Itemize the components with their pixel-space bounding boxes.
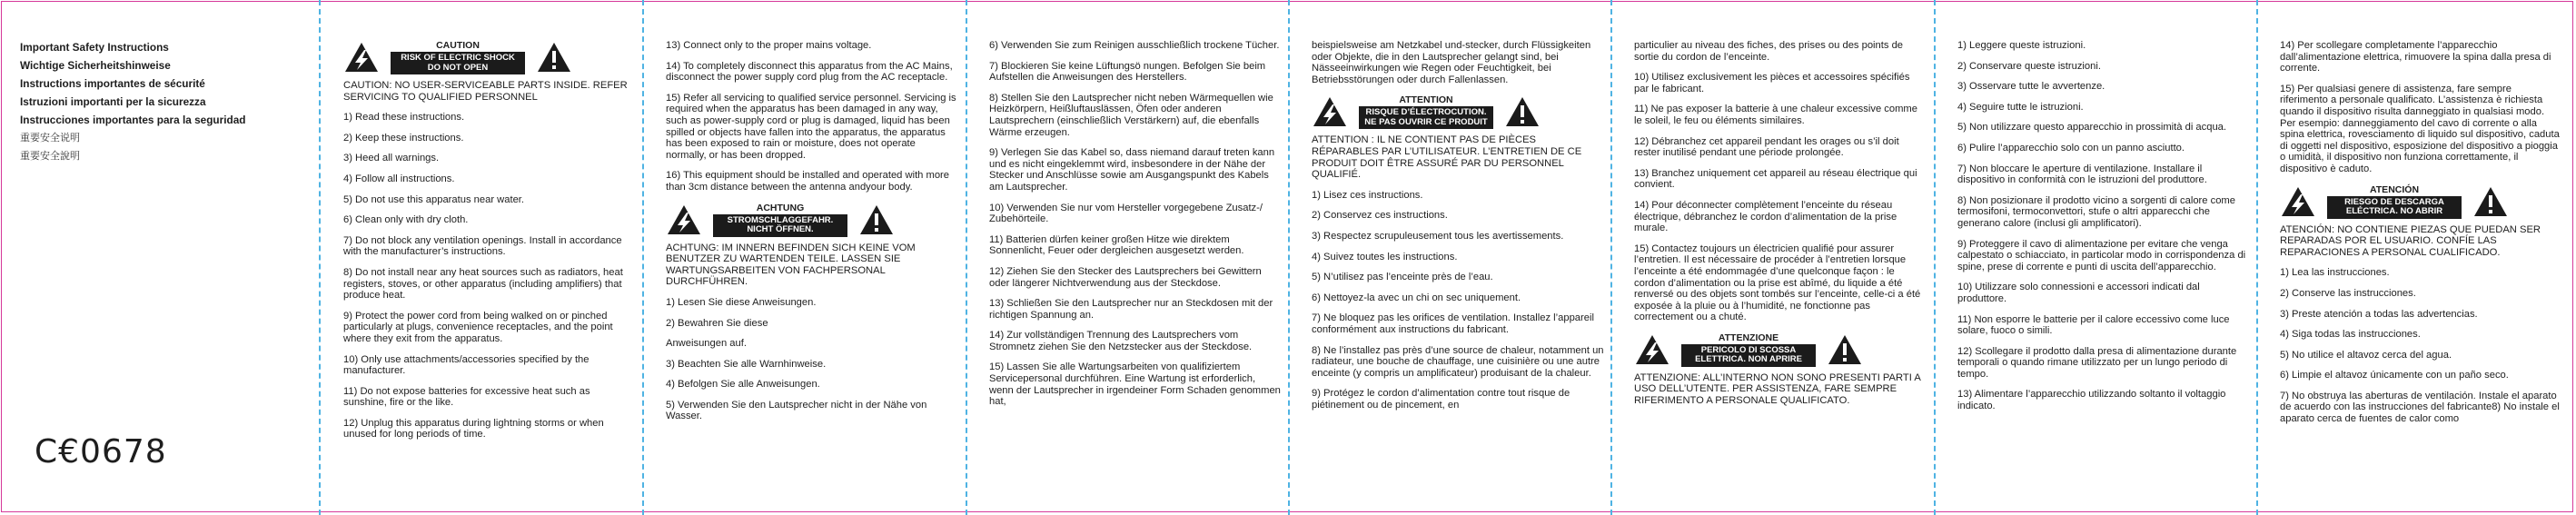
ce-mark: C€0678	[35, 433, 167, 470]
instruction-item: 11) Do not expose batteries for excessive heat such as sunshine, fire or the like.	[343, 385, 590, 409]
panel-it-es	[2280, 40, 2561, 512]
instruction-item: 6) Limpie el altavoz únicamente con un paño seco.	[2280, 370, 2509, 381]
exclamation-warning-icon	[1827, 333, 1863, 366]
instruction-item: 1) Lea las instrucciones.	[2280, 267, 2390, 279]
instruction-item: 10) Utilizzare solo connessioni e accessori indicati dal produttore.	[1957, 282, 2200, 304]
caution-text: ATTENTION : IL NE CONTIENT PAS DE PIÈCES RÉPARABLES PAR L’UTILISATEUR. L’ENTRETIEN DE CE PRODUIT DOIT ÊTRE ASSURÉ PAR DU PERSONNEL QUALIFIÉ.	[1312, 134, 1582, 181]
instruction-item: 4) Seguire tutte le istruzioni.	[1957, 101, 2084, 113]
instruction-item: 13) Schließen Sie den Lautsprecher nur an Steckdosen mit der richtigen Spannung an.	[989, 298, 1273, 321]
panel-it	[1957, 40, 2250, 512]
caution-block	[1634, 332, 1927, 367]
instruction-item: 10) Only use attachments/accessories specified by the manufacturer.	[343, 353, 590, 377]
caution-title: CAUTION	[436, 40, 480, 51]
lightning-warning-icon	[666, 203, 702, 236]
instruction-item: 7) Do not block any ventilation openings. Install in accordance with the manufacturer’s instructions.	[343, 234, 622, 258]
exclamation-warning-icon	[1504, 95, 1541, 128]
instruction-item: 1) Leggere queste istruzioni.	[1957, 40, 2086, 51]
caution-block	[343, 40, 636, 74]
instruction-item: 6) Verwenden Sie zum Reinigen ausschließlich trockene Tücher.	[989, 40, 1280, 51]
instruction-item: 12) Scollegare il prodotto dalla presa di alimentazione durante temporali o quando rimane utilizzato per un lungo periodo di tempo.	[1957, 345, 2237, 380]
instruction-item: 5) No utilice el altavoz cerca del agua.	[2280, 349, 2452, 361]
instruction-item: 11) Non esporre le batterie per il calore eccessivo come luce solare, fuoco o simili.	[1957, 313, 2230, 337]
instruction-item: 2) Keep these instructions.	[343, 132, 464, 144]
caution-title: ACHTUNG	[756, 202, 805, 213]
instruction-item: 14) Per scollegare completamente l’apparecchio dall’alimentazione elettrica, rimuovere la spina dalla presa di corrente.	[2280, 40, 2551, 74]
lightning-warning-icon	[1634, 333, 1670, 366]
instruction-item: 7) Blockieren Sie keine Lüftungsö nungen. Befolgen Sie beim Aufstellen die Anweisungen des Herstellers.	[989, 60, 1266, 84]
fold-line	[966, 0, 967, 515]
instruction-item: 14) To completely disconnect this apparatus from the AC Mains, disconnect the power supply cord plug from the AC receptacle.	[666, 60, 953, 84]
lightning-warning-icon	[2280, 185, 2316, 218]
caution-title: ATTENZIONE	[1718, 332, 1779, 343]
instruction-item: 6) Clean only with dry cloth.	[343, 214, 469, 226]
instruction-item: 12) Débranchez cet appareil pendant les orages ou s’il doit rester inutilisé pendant une période prolongée.	[1634, 135, 1899, 159]
fold-line	[642, 0, 644, 515]
fold-line	[319, 0, 321, 515]
instruction-item: 4) Siga todas las instrucciones.	[2280, 329, 2421, 341]
instruction-item: 1) Lisez ces instructions.	[1312, 189, 1423, 201]
instruction-item: 12) Unplug this apparatus during lightning storms or when unused for long periods of time.	[343, 417, 604, 441]
caution-text: ACHTUNG: IM INNERN BEFINDEN SICH KEINE VOM BENUTZER ZU WARTENDEN TEILE. LASSEN SIE WARTUNGSARBEITEN VON FACHPERSONAL DURCHFÜHREN.	[666, 242, 916, 288]
instruction-item: 9) Protégez le cordon d’alimentation contre tout risque de piétinement ou de pincement, en	[1312, 388, 1570, 411]
instruction-item: 14) Zur vollständigen Trennung des Lautsprechers vom Stromnetz ziehen Sie den Netzstecker aus der Steckdose.	[989, 330, 1253, 352]
instruction-item: 5) Non utilizzare questo apparecchio in prossimità di acqua.	[1957, 122, 2227, 134]
instruction-item: 6) Nettoyez-la avec un chi on sec uniquement.	[1312, 292, 1521, 303]
instruction-item: beispielsweise am Netzkabel und-stecker, durch Flüssigkeiten oder Objekte, die in den Lautsprecher gelangt sind, bei Nässeeinwirkungen wie Regen oder Feuchtigkeit, bei Betriebsstörungen oder durch Fallenlassen.	[1312, 40, 1591, 85]
instruction-item: 4) Follow all instructions.	[343, 173, 455, 184]
caution-block	[2280, 184, 2561, 219]
instruction-item: 9) Protect the power cord from being walked on or pinched particularly at plugs, convenience receptacles, and the point where they exit from the apparatus.	[343, 310, 613, 344]
instruction-item: 3) Respectez scrupuleusement tous les avertissements.	[1312, 230, 1564, 242]
instruction-item: 9) Proteggere il cavo di alimentazione per evitare che venga calpestato o schiacciato, in particolar modo in corrispondenza di spine, prese di corrente e punti di uscita dell’apparecchio.	[1957, 238, 2246, 272]
instruction-item: particulier au niveau des fiches, des prises ou des points de sortie du cordon de l’enceinte.	[1634, 40, 1904, 63]
fold-line	[1288, 0, 1290, 515]
exclamation-warning-icon	[536, 41, 572, 74]
caution-band: STROMSCHLAGGEFAHR. NICHT ÖFFNEN.	[713, 214, 847, 237]
panel-fr-it	[1634, 40, 1927, 512]
caution-block	[666, 203, 958, 237]
instruction-item: 2) Conservez ces instructions.	[1312, 210, 1448, 222]
instruction-item: 5) Do not use this apparatus near water.	[343, 193, 525, 205]
lightning-warning-icon	[1312, 95, 1348, 128]
panel-en	[343, 40, 636, 512]
fold-line	[1934, 0, 1936, 515]
exclamation-warning-icon	[858, 203, 895, 236]
lightning-warning-icon	[343, 41, 380, 74]
instruction-item: 1) Lesen Sie diese Anweisungen.	[666, 296, 817, 308]
instruction-item: 11) Ne pas exposer la batterie à une chaleur excessive comme le soleil, le feu ou éléments similaires.	[1634, 104, 1917, 126]
caution-band: PERICOLO DI SCOSSA ELETTRICA. NON APRIRE	[1681, 344, 1816, 367]
instruction-item: 8) Non posizionare il prodotto vicino a sorgenti di calore come termosifoni, termoconvettori, stufe o altri apparecchi che generano calore (inclusi gli amplificatori).	[1957, 194, 2235, 229]
instruction-item: 16) This equipment should be installed and operated with more than 3cm distance between the antenna andyour body.	[666, 170, 949, 193]
instruction-item: 10) Utilisez exclusivement les pièces et accessoires spécifiés par le fabricant.	[1634, 72, 1910, 94]
title-it: Istruzioni importanti per la sicurezza	[20, 95, 206, 108]
title-zh-cn: 重要安全说明	[20, 133, 80, 144]
title-de: Wichtige Sicherheitshinweise	[20, 59, 171, 72]
caution-band: RISQUE D’ÉLECTROCUTION. NE PAS OUVRIR CE PRODUIT	[1359, 106, 1493, 129]
fold-line	[1610, 0, 1612, 515]
title-zh-tw: 重要安全說明	[20, 151, 80, 162]
caution-text: CAUTION: NO USER-SERVICEABLE PARTS INSIDE. REFER SERVICING TO QUALIFIED PERSONNEL	[343, 80, 628, 103]
instruction-item: 13) Connect only to the proper mains voltage.	[666, 40, 872, 51]
caution-block	[1312, 94, 1604, 129]
instruction-item: 12) Ziehen Sie den Stecker des Lautsprechers bei Gewittern oder längerer Nichtverwendung aus der Steckdose.	[989, 265, 1262, 289]
instruction-item: 11) Batterien dürfen keiner großen Hitze wie direktem Sonnenlicht, Feuer oder dergleichen ausgesetzt werden.	[989, 233, 1244, 257]
instruction-item: 5) N’utilisez pas l’enceinte près de l’eau.	[1312, 272, 1493, 283]
instruction-item: 3) Heed all warnings.	[343, 153, 440, 164]
panel-en-de	[666, 40, 958, 512]
exclamation-warning-icon	[2472, 185, 2509, 218]
instruction-item: 14) Pour déconnecter complètement l’enceinte du réseau électrique, débranchez le cordon d’alimentation de la prise murale.	[1634, 199, 1897, 234]
instruction-item: 2) Conserve las instrucciones.	[2280, 287, 2416, 299]
instruction-item: 2) Conservare queste istruzioni.	[1957, 60, 2101, 72]
instruction-item: 15) Refer all servicing to qualified service personnel. Servicing is required when the apparatus has been damaged in any way, such as power-supply cord or plug is damaged, liquid has been spilled or objects have fallen into the apparatus, the apparatus has been exposed to rain or moisture, does not operate normally, or has been dropped.	[666, 92, 956, 161]
instruction-item: 7) No obstruya las aberturas de ventilación. Instale el aparato de acuerdo con las instrucciones del fabricante8) No instale el aparato cerca de fuentes de calor como	[2280, 390, 2560, 425]
caution-band: RIESGO DE DESCARGA ELÉCTRICA. NO ABRIR	[2327, 196, 2462, 219]
instruction-item: 8) Stellen Sie den Lautsprecher nicht neben Wärmequellen wie Heizkörpern, Heißluftauslässen, Öfen oder anderen Lautsprechern (einschließlich Verstärkern) auf, die ebenfalls Wärme erzeugen.	[989, 92, 1273, 138]
caution-band: RISK OF ELECTRIC SHOCK DO NOT OPEN	[391, 52, 525, 74]
instruction-item: 6) Pulire l’apparecchio solo con un panno asciutto.	[1957, 142, 2185, 154]
instruction-item: 13) Alimentare l’apparecchio utilizzando soltanto il voltaggio indicato.	[1957, 389, 2226, 412]
safety-titles	[20, 38, 312, 165]
instruction-item: 2) Bewahren Sie diese	[666, 317, 768, 329]
instruction-item: 4) Suivez toutes les instructions.	[1312, 251, 1458, 262]
panel-de	[989, 40, 1282, 512]
instruction-item: 5) Verwenden Sie den Lautsprecher nicht in der Nähe von Wasser.	[666, 399, 927, 422]
instruction-item: Anweisungen auf.	[666, 338, 747, 350]
title-es: Instrucciones importantes para la seguridad	[20, 114, 246, 126]
instruction-item: 8) Do not install near any heat sources such as radiators, heat registers, stoves, or other apparatus (including amplifiers) that produce heat.	[343, 266, 623, 302]
caution-text: ATENCIÓN: NO CONTIENE PIEZAS QUE PUEDAN SER REPARADAS POR EL USUARIO. CONFÍE LAS REPARACIONES A PERSONAL CUALIFICADO.	[2280, 223, 2541, 258]
instruction-item: 15) Contactez toujours un électricien qualifié pour assurer l’entretien. Il est nécessaire de procéder à l’entretien lorsque l’enceinte a été endommagée d’une quelconque façon : le cordon d’alimentation ou la prise est abîmé, du liquide a été renversé ou des objets sont tombés sur l’enceinte, celle-ci a été exposée à la pluie ou à l’humidité, ne fonctionne pas correctement ou a chuté.	[1634, 243, 1921, 323]
title-en: Important Safety Instructions	[20, 41, 169, 54]
instruction-item: 15) Per qualsiasi genere di assistenza, fare sempre riferimento a personale qualificato. L’assistenza è richiesta quando il dispositivo risulta danneggiato in qualsiasi modo. Per esempio: danneggiamento del cavo di corrente o alla spina elettrica, rovesciamento di liquido sul dispositivo, caduta di oggetti nel dispositivo, esposizione del dispositivo a pioggia o umidità, il dispositivo non funziona correttamente, il dispositivo è caduto.	[2280, 83, 2560, 174]
instruction-item: 7) Non bloccare le aperture di ventilazione. Installare il dispositivo in conformità con le istruzioni del produttore.	[1957, 163, 2207, 186]
instruction-item: 4) Befolgen Sie alle Anweisungen.	[666, 379, 820, 391]
panel-de-fr	[1312, 40, 1604, 512]
instruction-item: 3) Preste atención a todas las advertencias.	[2280, 308, 2478, 320]
instruction-item: 9) Verlegen Sie das Kabel so, dass niemand darauf treten kann und es nicht eingeklemmt wird, insbesondere in der Nähe der Stecker und Anschlüsse sowie am Ausgangspunkt des Kabels am Lautsprecher.	[989, 147, 1275, 193]
title-fr: Instructions importantes de sécurité	[20, 77, 205, 90]
instruction-item: 8) Ne l’installez pas près d’une source de chaleur, notamment un radiateur, une bouche de chauffage, une cuisinière ou une autre enceinte (y compris un amplificateur) produisant de la chaleur.	[1312, 344, 1604, 379]
caution-title: ATTENTION	[1399, 94, 1453, 106]
instruction-item: 13) Branchez uniquement cet appareil au réseau électrique qui convient.	[1634, 167, 1917, 191]
caution-text: ATTENZIONE: ALL’INTERNO NON SONO PRESENTI PARTI A USO DELL’UTENTE. PER ASSISTENZA, FARE SEMPRE RIFERIMENTO A PERSONALE QUALIFICATO.	[1634, 371, 1921, 407]
instruction-item: 7) Ne bloquez pas les orifices de ventilation. Installez l’appareil conformément aux instructions du fabricant.	[1312, 312, 1594, 335]
caution-title: ATENCIÓN	[2369, 183, 2420, 195]
instruction-item: 1) Read these instructions.	[343, 112, 465, 124]
instruction-item: 15) Lassen Sie alle Wartungsarbeiten von qualifiziertem Servicepersonal durchführen. Eine Wartung ist erforderlich, wenn der Lautsprecher in irgendeiner Form Schaden genommen hat,	[989, 361, 1281, 408]
instruction-item: 10) Verwenden Sie nur vom Hersteller vorgegebene Zusatz-/ Zubehörteile.	[989, 202, 1263, 225]
instruction-item: 3) Osservare tutte le avvertenze.	[1957, 81, 2105, 93]
fold-line	[2256, 0, 2258, 515]
instruction-item: 3) Beachten Sie alle Warnhinweise.	[666, 358, 827, 370]
